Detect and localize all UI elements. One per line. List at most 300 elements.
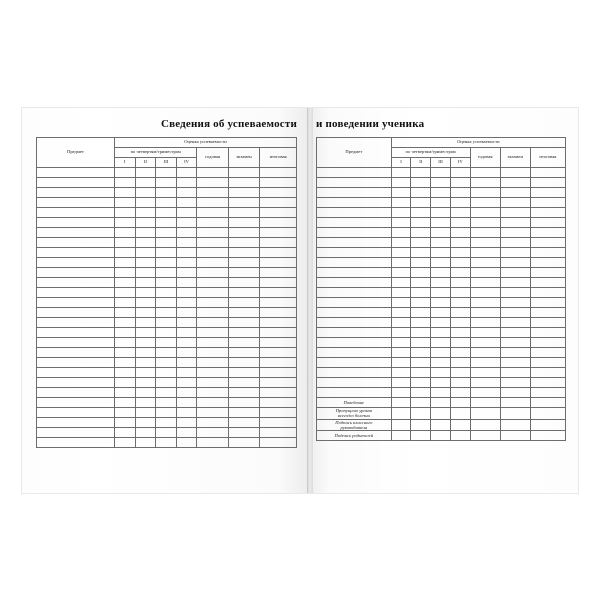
grade-cell[interactable] — [135, 258, 156, 268]
grade-cell[interactable] — [450, 378, 470, 388]
grade-cell[interactable] — [156, 188, 177, 198]
grade-cell[interactable] — [260, 318, 297, 328]
grade-cell[interactable] — [156, 318, 177, 328]
note-value-cell[interactable] — [391, 408, 411, 420]
grade-cell[interactable] — [228, 218, 259, 228]
grade-cell[interactable] — [228, 428, 259, 438]
grade-cell[interactable] — [197, 438, 228, 448]
subject-cell[interactable] — [37, 268, 115, 278]
grade-cell[interactable] — [470, 198, 500, 208]
grade-cell[interactable] — [431, 388, 451, 398]
grade-cell[interactable] — [530, 328, 565, 338]
grade-cell[interactable] — [156, 168, 177, 178]
grade-cell[interactable] — [176, 388, 197, 398]
grade-cell[interactable] — [411, 318, 431, 328]
grade-cell[interactable] — [260, 298, 297, 308]
grade-cell[interactable] — [500, 348, 530, 358]
grade-cell[interactable] — [114, 228, 135, 238]
grade-cell[interactable] — [411, 188, 431, 198]
grade-cell[interactable] — [114, 438, 135, 448]
grade-cell[interactable] — [260, 278, 297, 288]
grade-cell[interactable] — [530, 208, 565, 218]
grade-cell[interactable] — [450, 168, 470, 178]
grade-cell[interactable] — [197, 358, 228, 368]
subject-cell[interactable] — [37, 228, 115, 238]
grade-cell[interactable] — [500, 278, 530, 288]
grade-cell[interactable] — [500, 218, 530, 228]
grade-cell[interactable] — [391, 388, 411, 398]
subject-cell[interactable] — [37, 328, 115, 338]
grade-cell[interactable] — [450, 358, 470, 368]
grade-cell[interactable] — [114, 178, 135, 188]
grade-cell[interactable] — [156, 208, 177, 218]
grade-cell[interactable] — [530, 248, 565, 258]
grade-cell[interactable] — [197, 168, 228, 178]
grade-cell[interactable] — [228, 288, 259, 298]
grade-cell[interactable] — [470, 218, 500, 228]
grade-cell[interactable] — [135, 238, 156, 248]
grade-cell[interactable] — [197, 288, 228, 298]
subject-cell[interactable] — [317, 238, 392, 248]
grade-cell[interactable] — [470, 338, 500, 348]
grade-cell[interactable] — [391, 248, 411, 258]
grade-cell[interactable] — [135, 308, 156, 318]
grade-cell[interactable] — [450, 208, 470, 218]
grade-cell[interactable] — [450, 318, 470, 328]
grade-cell[interactable] — [197, 388, 228, 398]
grade-cell[interactable] — [176, 438, 197, 448]
grade-cell[interactable] — [260, 248, 297, 258]
grade-cell[interactable] — [450, 368, 470, 378]
subject-cell[interactable] — [317, 168, 392, 178]
subject-cell[interactable] — [37, 298, 115, 308]
grade-cell[interactable] — [500, 268, 530, 278]
grade-cell[interactable] — [411, 198, 431, 208]
grade-cell[interactable] — [114, 398, 135, 408]
subject-cell[interactable] — [37, 418, 115, 428]
grade-cell[interactable] — [530, 228, 565, 238]
grade-cell[interactable] — [500, 388, 530, 398]
grade-cell[interactable] — [450, 218, 470, 228]
grade-cell[interactable] — [260, 328, 297, 338]
grade-cell[interactable] — [431, 238, 451, 248]
grade-cell[interactable] — [530, 348, 565, 358]
grade-cell[interactable] — [530, 258, 565, 268]
grade-cell[interactable] — [228, 258, 259, 268]
grade-cell[interactable] — [470, 228, 500, 238]
grade-cell[interactable] — [197, 378, 228, 388]
grade-cell[interactable] — [431, 318, 451, 328]
grade-cell[interactable] — [260, 398, 297, 408]
grade-cell[interactable] — [260, 438, 297, 448]
grade-cell[interactable] — [500, 228, 530, 238]
grade-cell[interactable] — [431, 358, 451, 368]
grade-cell[interactable] — [530, 388, 565, 398]
grade-cell[interactable] — [450, 388, 470, 398]
note-value-cell[interactable] — [431, 431, 451, 441]
grade-cell[interactable] — [450, 238, 470, 248]
subject-cell[interactable] — [317, 188, 392, 198]
grade-cell[interactable] — [530, 188, 565, 198]
subject-cell[interactable] — [317, 338, 392, 348]
subject-cell[interactable] — [317, 328, 392, 338]
grade-cell[interactable] — [450, 348, 470, 358]
grade-cell[interactable] — [391, 208, 411, 218]
grade-cell[interactable] — [197, 268, 228, 278]
grade-cell[interactable] — [450, 198, 470, 208]
grade-cell[interactable] — [228, 408, 259, 418]
grade-cell[interactable] — [431, 368, 451, 378]
grade-cell[interactable] — [450, 278, 470, 288]
grade-cell[interactable] — [260, 198, 297, 208]
grade-cell[interactable] — [228, 178, 259, 188]
grade-cell[interactable] — [114, 198, 135, 208]
grade-cell[interactable] — [411, 268, 431, 278]
grade-cell[interactable] — [197, 428, 228, 438]
grade-cell[interactable] — [114, 298, 135, 308]
subject-cell[interactable] — [37, 278, 115, 288]
subject-cell[interactable] — [37, 198, 115, 208]
grade-cell[interactable] — [135, 368, 156, 378]
grade-cell[interactable] — [114, 168, 135, 178]
grade-cell[interactable] — [260, 408, 297, 418]
grade-cell[interactable] — [135, 208, 156, 218]
grade-cell[interactable] — [260, 268, 297, 278]
subject-cell[interactable] — [37, 288, 115, 298]
grade-cell[interactable] — [470, 188, 500, 198]
grade-cell[interactable] — [176, 178, 197, 188]
subject-cell[interactable] — [317, 388, 392, 398]
grade-cell[interactable] — [530, 378, 565, 388]
grade-cell[interactable] — [176, 258, 197, 268]
grade-cell[interactable] — [228, 308, 259, 318]
note-value-cell[interactable] — [470, 431, 500, 441]
subject-cell[interactable] — [37, 208, 115, 218]
grade-cell[interactable] — [135, 248, 156, 258]
grade-cell[interactable] — [135, 408, 156, 418]
note-value-cell[interactable] — [500, 398, 530, 408]
grade-cell[interactable] — [135, 268, 156, 278]
grade-cell[interactable] — [135, 388, 156, 398]
subject-cell[interactable] — [37, 368, 115, 378]
grade-cell[interactable] — [450, 258, 470, 268]
grade-cell[interactable] — [470, 358, 500, 368]
grade-cell[interactable] — [228, 398, 259, 408]
grade-cell[interactable] — [450, 328, 470, 338]
grade-cell[interactable] — [391, 278, 411, 288]
subject-cell[interactable] — [37, 308, 115, 318]
grade-cell[interactable] — [114, 288, 135, 298]
grade-cell[interactable] — [135, 218, 156, 228]
grade-cell[interactable] — [135, 318, 156, 328]
grade-cell[interactable] — [500, 358, 530, 368]
grade-cell[interactable] — [450, 268, 470, 278]
grade-cell[interactable] — [530, 238, 565, 248]
subject-cell[interactable] — [37, 338, 115, 348]
grade-cell[interactable] — [450, 288, 470, 298]
note-value-cell[interactable] — [470, 398, 500, 408]
grade-cell[interactable] — [114, 338, 135, 348]
grade-cell[interactable] — [391, 258, 411, 268]
grade-cell[interactable] — [530, 288, 565, 298]
grade-cell[interactable] — [176, 428, 197, 438]
grade-cell[interactable] — [391, 308, 411, 318]
grade-cell[interactable] — [411, 378, 431, 388]
grade-cell[interactable] — [431, 178, 451, 188]
grade-cell[interactable] — [176, 268, 197, 278]
grade-cell[interactable] — [135, 198, 156, 208]
grade-cell[interactable] — [228, 238, 259, 248]
grade-cell[interactable] — [411, 358, 431, 368]
subject-cell[interactable] — [37, 218, 115, 228]
grade-cell[interactable] — [228, 268, 259, 278]
subject-cell[interactable] — [317, 218, 392, 228]
grade-cell[interactable] — [176, 228, 197, 238]
grade-cell[interactable] — [156, 218, 177, 228]
grade-cell[interactable] — [530, 318, 565, 328]
grade-cell[interactable] — [114, 408, 135, 418]
grade-cell[interactable] — [431, 228, 451, 238]
grade-cell[interactable] — [391, 228, 411, 238]
grade-cell[interactable] — [197, 178, 228, 188]
subject-cell[interactable] — [37, 428, 115, 438]
grade-cell[interactable] — [411, 368, 431, 378]
grade-cell[interactable] — [431, 258, 451, 268]
grade-cell[interactable] — [260, 258, 297, 268]
grade-cell[interactable] — [431, 268, 451, 278]
subject-cell[interactable] — [37, 398, 115, 408]
subject-cell[interactable] — [317, 358, 392, 368]
grade-cell[interactable] — [411, 388, 431, 398]
grade-cell[interactable] — [197, 408, 228, 418]
grade-cell[interactable] — [470, 278, 500, 288]
grade-cell[interactable] — [260, 218, 297, 228]
subject-cell[interactable] — [37, 248, 115, 258]
grade-cell[interactable] — [470, 318, 500, 328]
grade-cell[interactable] — [500, 368, 530, 378]
grade-cell[interactable] — [391, 318, 411, 328]
grade-cell[interactable] — [530, 308, 565, 318]
grade-cell[interactable] — [114, 418, 135, 428]
grade-cell[interactable] — [391, 168, 411, 178]
grade-cell[interactable] — [500, 188, 530, 198]
grade-cell[interactable] — [114, 218, 135, 228]
grade-cell[interactable] — [156, 418, 177, 428]
grade-cell[interactable] — [431, 168, 451, 178]
grade-cell[interactable] — [156, 358, 177, 368]
subject-cell[interactable] — [317, 348, 392, 358]
grade-cell[interactable] — [176, 288, 197, 298]
subject-cell[interactable] — [317, 318, 392, 328]
grade-cell[interactable] — [228, 378, 259, 388]
grade-cell[interactable] — [470, 378, 500, 388]
subject-cell[interactable] — [37, 188, 115, 198]
grade-cell[interactable] — [135, 188, 156, 198]
grade-cell[interactable] — [176, 358, 197, 368]
grade-cell[interactable] — [197, 248, 228, 258]
grade-cell[interactable] — [391, 358, 411, 368]
subject-cell[interactable] — [37, 178, 115, 188]
grade-cell[interactable] — [411, 208, 431, 218]
grade-cell[interactable] — [228, 208, 259, 218]
grade-cell[interactable] — [197, 218, 228, 228]
note-value-cell[interactable] — [500, 419, 530, 431]
grade-cell[interactable] — [135, 288, 156, 298]
grade-cell[interactable] — [176, 198, 197, 208]
note-value-cell[interactable] — [470, 408, 500, 420]
grade-cell[interactable] — [135, 428, 156, 438]
grade-cell[interactable] — [431, 218, 451, 228]
grade-cell[interactable] — [431, 308, 451, 318]
grade-cell[interactable] — [470, 308, 500, 318]
grade-cell[interactable] — [176, 188, 197, 198]
grade-cell[interactable] — [391, 238, 411, 248]
grade-cell[interactable] — [176, 338, 197, 348]
grade-cell[interactable] — [391, 178, 411, 188]
grade-cell[interactable] — [431, 328, 451, 338]
grade-cell[interactable] — [176, 418, 197, 428]
subject-cell[interactable] — [317, 378, 392, 388]
grade-cell[interactable] — [156, 308, 177, 318]
note-value-cell[interactable] — [500, 408, 530, 420]
subject-cell[interactable] — [317, 178, 392, 188]
grade-cell[interactable] — [135, 348, 156, 358]
grade-cell[interactable] — [228, 418, 259, 428]
subject-cell[interactable] — [37, 378, 115, 388]
grade-cell[interactable] — [197, 188, 228, 198]
grade-cell[interactable] — [197, 348, 228, 358]
grade-cell[interactable] — [391, 328, 411, 338]
grade-cell[interactable] — [135, 228, 156, 238]
grade-cell[interactable] — [391, 288, 411, 298]
grade-cell[interactable] — [228, 198, 259, 208]
note-value-cell[interactable] — [431, 408, 451, 420]
grade-cell[interactable] — [228, 298, 259, 308]
note-value-cell[interactable] — [391, 398, 411, 408]
grade-cell[interactable] — [470, 388, 500, 398]
grade-cell[interactable] — [431, 278, 451, 288]
grade-cell[interactable] — [176, 408, 197, 418]
grade-cell[interactable] — [391, 218, 411, 228]
grade-cell[interactable] — [156, 398, 177, 408]
grade-cell[interactable] — [450, 298, 470, 308]
grade-cell[interactable] — [260, 378, 297, 388]
grade-cell[interactable] — [228, 348, 259, 358]
grade-cell[interactable] — [411, 278, 431, 288]
grade-cell[interactable] — [500, 198, 530, 208]
grade-cell[interactable] — [470, 248, 500, 258]
grade-cell[interactable] — [114, 368, 135, 378]
grade-cell[interactable] — [431, 298, 451, 308]
subject-cell[interactable] — [317, 198, 392, 208]
grade-cell[interactable] — [156, 298, 177, 308]
grade-cell[interactable] — [135, 378, 156, 388]
note-value-cell[interactable] — [391, 431, 411, 441]
grade-cell[interactable] — [156, 278, 177, 288]
grade-cell[interactable] — [176, 238, 197, 248]
grade-cell[interactable] — [391, 298, 411, 308]
grade-cell[interactable] — [411, 338, 431, 348]
grade-cell[interactable] — [431, 338, 451, 348]
grade-cell[interactable] — [431, 208, 451, 218]
grade-cell[interactable] — [530, 268, 565, 278]
grade-cell[interactable] — [156, 378, 177, 388]
grade-cell[interactable] — [176, 318, 197, 328]
grade-cell[interactable] — [228, 338, 259, 348]
note-value-cell[interactable] — [530, 419, 565, 431]
grade-cell[interactable] — [176, 208, 197, 218]
grade-cell[interactable] — [260, 288, 297, 298]
grade-cell[interactable] — [197, 338, 228, 348]
note-value-cell[interactable] — [411, 408, 431, 420]
grade-cell[interactable] — [500, 208, 530, 218]
grade-cell[interactable] — [135, 418, 156, 428]
grade-cell[interactable] — [156, 428, 177, 438]
grade-cell[interactable] — [176, 398, 197, 408]
grade-cell[interactable] — [500, 328, 530, 338]
grade-cell[interactable] — [197, 398, 228, 408]
note-value-cell[interactable] — [431, 398, 451, 408]
note-value-cell[interactable] — [500, 431, 530, 441]
grade-cell[interactable] — [156, 268, 177, 278]
grade-cell[interactable] — [391, 188, 411, 198]
grade-cell[interactable] — [470, 208, 500, 218]
grade-cell[interactable] — [431, 288, 451, 298]
grade-cell[interactable] — [391, 378, 411, 388]
grade-cell[interactable] — [135, 438, 156, 448]
grade-cell[interactable] — [530, 338, 565, 348]
grade-cell[interactable] — [411, 348, 431, 358]
grade-cell[interactable] — [470, 268, 500, 278]
grade-cell[interactable] — [411, 178, 431, 188]
subject-cell[interactable] — [37, 358, 115, 368]
grade-cell[interactable] — [530, 368, 565, 378]
grade-cell[interactable] — [135, 398, 156, 408]
grade-cell[interactable] — [228, 328, 259, 338]
grade-cell[interactable] — [156, 328, 177, 338]
grade-cell[interactable] — [135, 298, 156, 308]
grade-cell[interactable] — [114, 358, 135, 368]
grade-cell[interactable] — [156, 288, 177, 298]
grade-cell[interactable] — [197, 228, 228, 238]
grade-cell[interactable] — [197, 208, 228, 218]
grade-cell[interactable] — [450, 248, 470, 258]
grade-cell[interactable] — [176, 368, 197, 378]
grade-cell[interactable] — [391, 368, 411, 378]
grade-cell[interactable] — [114, 258, 135, 268]
grade-cell[interactable] — [114, 378, 135, 388]
grade-cell[interactable] — [135, 338, 156, 348]
grade-cell[interactable] — [530, 278, 565, 288]
grade-cell[interactable] — [135, 278, 156, 288]
grade-cell[interactable] — [450, 188, 470, 198]
grade-cell[interactable] — [228, 318, 259, 328]
subject-cell[interactable] — [37, 348, 115, 358]
note-value-cell[interactable] — [450, 408, 470, 420]
grade-cell[interactable] — [530, 298, 565, 308]
grade-cell[interactable] — [260, 338, 297, 348]
grade-cell[interactable] — [228, 168, 259, 178]
grade-cell[interactable] — [260, 188, 297, 198]
grade-cell[interactable] — [228, 248, 259, 258]
grade-cell[interactable] — [431, 378, 451, 388]
grade-cell[interactable] — [450, 178, 470, 188]
subject-cell[interactable] — [317, 228, 392, 238]
grade-cell[interactable] — [176, 248, 197, 258]
grade-cell[interactable] — [156, 438, 177, 448]
grade-cell[interactable] — [114, 348, 135, 358]
subject-cell[interactable] — [317, 298, 392, 308]
